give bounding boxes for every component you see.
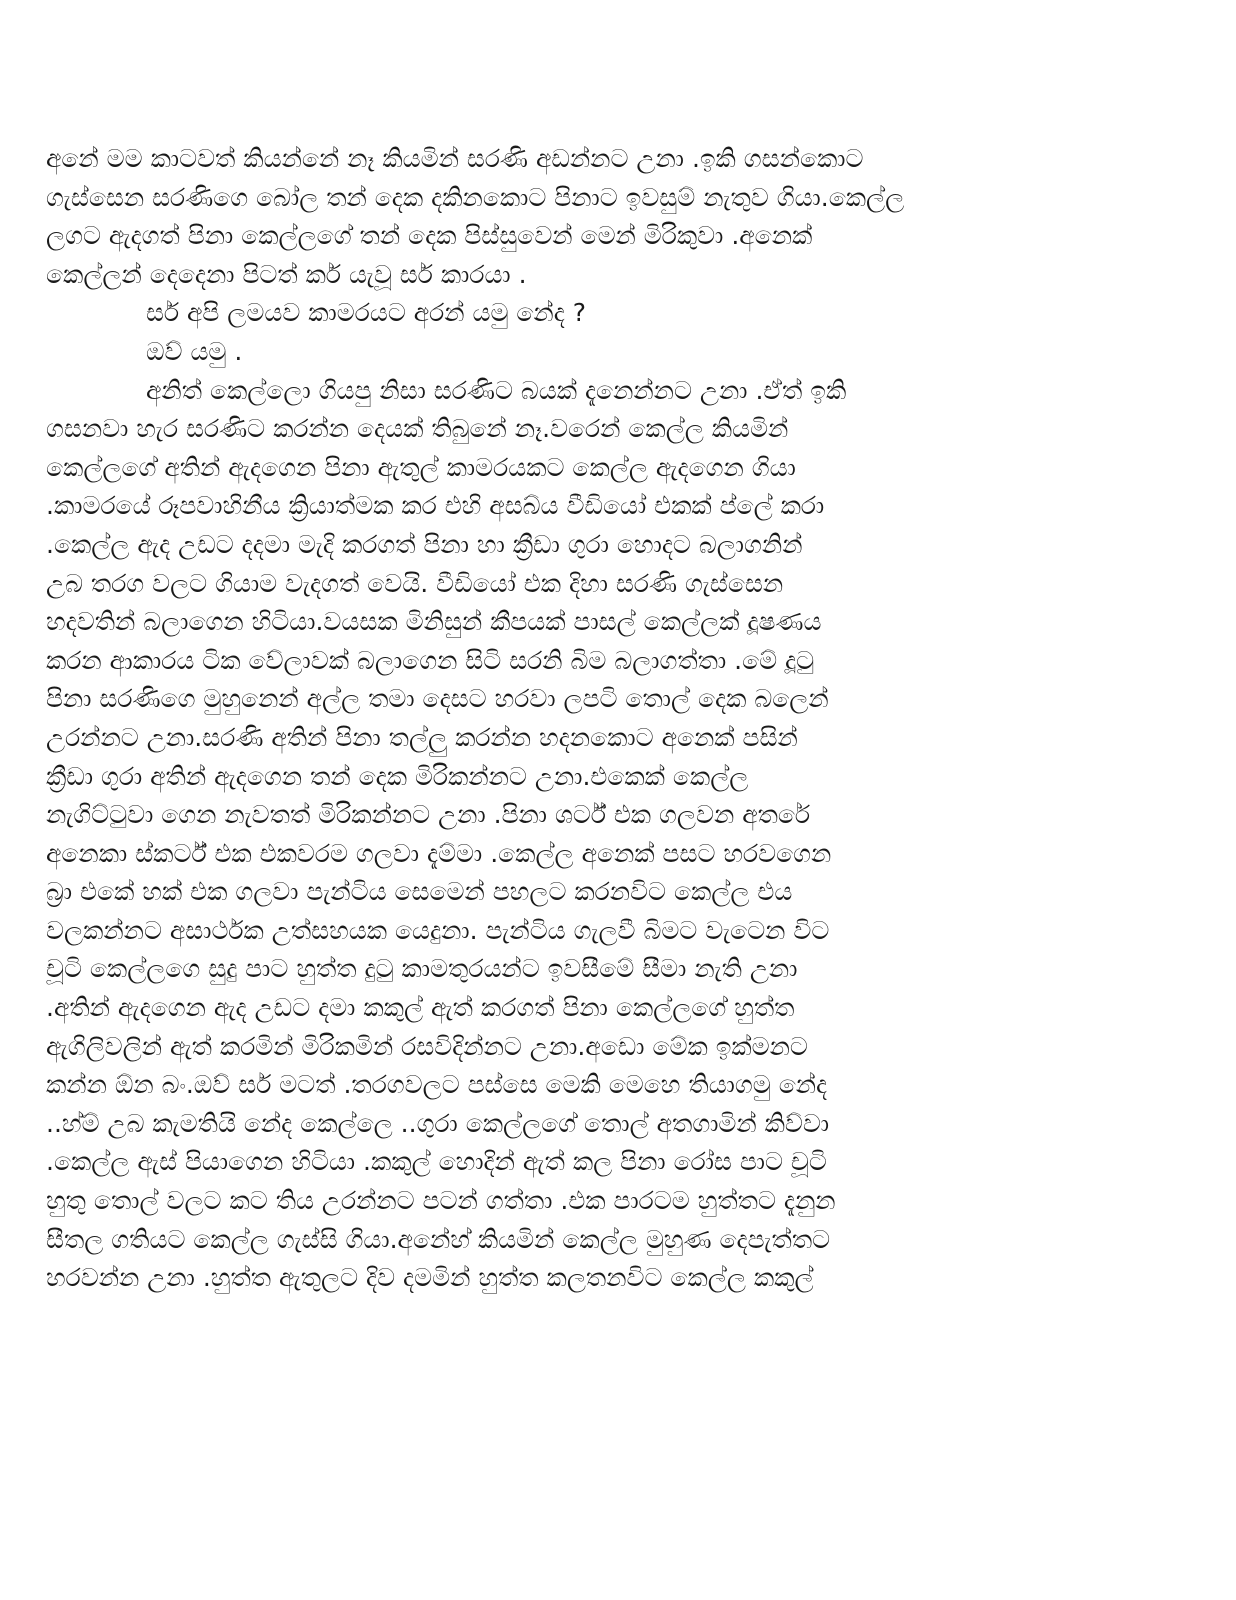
text-line: .කාමරයේ රූපවාහිනීය ක්‍රියාත්මක කර එහි අසබ්ය වීඩියෝ එකක් ප්ලේ කරා: [46, 491, 825, 521]
text-line: හුතු තොල් වලට කට තිය උරන්නට පටන් ගත්තා .එක පාරටම හුත්තට දැනුන: [46, 1186, 836, 1216]
text-line: චූටි කෙල්ලගෙ සුදු පාට හුත්ත දුටු කාමතුරයන්ට ඉවසීමේ සීමා නැති උනා: [46, 954, 798, 984]
text-line: ඔව් යමු .: [146, 336, 243, 366]
text-line: සීතල ගතියට කෙල්ල ගැස්සි ගියා.අනේහ් කියමින් කෙල්ල මුහුණ දෙපැත්තට: [46, 1224, 831, 1254]
text-line: අනෙකා ස්කර්ට් එක එකවරම ගලවා දැම්මා .කෙල්ල අනෙක් පසට හරවගෙන: [46, 838, 832, 868]
body-text: [46, 140, 1196, 1298]
text-line: .කෙල්ල ඇස් පියාගෙන හිටියා .කකුල් හොදින් ඇත් කල පිනා රෝස පාට චූටි: [46, 1147, 827, 1177]
text-line: බ්‍රා එකේ හක් එක ගලවා පැන්ටිය සෙමෙන් පහලට කරනවිට කෙල්ල එය: [46, 877, 793, 907]
text-line: ගසනවා හැර සරණිට කරන්න දෙයක් තිබුනේ නෑ.වරෙන් කෙල්ල කියමින්: [46, 414, 789, 444]
text-line: ගැස්සෙන සරණිගෙ බෝල තන් දෙක දකිනකොට පිනාට ඉවසුම් නැතුව ගියා.කෙල්ල: [46, 182, 905, 212]
text-line: කෙල්ලන් දෙදෙනා පිටත් කර් යැවූ සර් කාරයා .: [46, 259, 527, 289]
text-line: සර් අපි ලමයව කාමරයට අරන් යමු නේද ?: [146, 298, 587, 328]
text-line: ඇගිලිවලින් ඇත් කරමින් මිරිකමින් රසවිදින්නට උනා.අඩො මේක ඉක්මනට: [46, 1031, 808, 1061]
text-line: ක්‍රීඩා ගුරා අතින් ඇදගෙන තන් දෙක මිරිකන්නට උනා.එකෙක් කෙල්ල: [46, 761, 749, 791]
text-line: කෙල්ලගේ අතින් ඇදගෙන පිනා ඇතුල් කාමරයකට කෙල්ල ඇදගෙන ගියා: [46, 452, 796, 482]
text-line: අනේ මම කාටවත් කියන්නේ නෑ කියමින් සරණි අඩන්නට උනා .ඉකි ගසන්කොට: [46, 144, 864, 173]
text-line: පිනා සරණිගෙ මුහුනෙන් අල්ල තමා දෙසට හරවා ලපටි තොල් දෙක බලෙන්: [46, 684, 829, 714]
text-line: වලකන්නට අසාර්ථක උත්සහයක යෙදුනා. පැන්ටිය ගැලවී බිමට වැටෙන විට: [46, 915, 830, 945]
text-line: .කෙල්ල ඇද උඩට දදමා මැදි කරගත් පිනා හා ක්‍රීඩා ගුරා හොදට බලාගනින්: [46, 529, 803, 559]
text-line: නැගිට්ටුවා ගෙන නැවතත් මිරිකන්නට උනා .පිනා ශර්ට් එක ගලවන අතරේ: [46, 800, 811, 830]
text-line: කරන ආකාරය ටික වේලාවක් බලාගෙන සිටි සරනි බිම බලාගත්තා .මේ දූටු: [46, 645, 815, 675]
text-line: .අතින් ඇදගෙන ඇද උඩට දමා කකුල් ඇත් කරගත් පිනා කෙල්ලගේ හුත්ත: [46, 993, 795, 1023]
text-line: අනිත් කෙල්ලො ගියපු නිසා සරණිට බයක් දැනෙන්නට උනා .ඒත් ඉකි: [146, 375, 847, 405]
text-line: ලගට ඇදගත් පිනා කෙල්ලගේ තන් දෙක පිස්සුවෙන් මෙන් මිරිකුවා .අනෙක්: [46, 221, 813, 251]
text-line: හරවන්න උනා .හුත්ත ඇතුලට දිව දමමින් හුත්ත කලතනවිට කෙල්ල කකුල්: [46, 1263, 814, 1293]
text-line: උබ තරග වලට ගියාම වැදගත් වෙයි. වීඩියෝ එක දිහා සරණි ගැස්සෙන: [46, 568, 784, 598]
text-line: කන්න ඕන බං.ඔව් සර් මටත් .තරගවලට පස්සෙ මෙකි මෙහෙ තියාගමු නේද: [46, 1070, 828, 1100]
text-line: ..හ්ම් උබ කැමතියි නේද කෙල්ලෙ ..ගුරා කෙල්ලගේ තොල් අතගාමින් කිව්වා: [46, 1108, 830, 1138]
text-line: උරන්නට උනා.සරණි අතින් පිනා තල්ලු කරන්න හදනකොට අනෙක් පසින්: [46, 722, 798, 752]
text-line: හදවතින් බලාගෙන හිටියා.වයසක මිනිසුන් කීපයක් පාසල් කෙල්ලක් දූෂණය: [46, 607, 822, 637]
